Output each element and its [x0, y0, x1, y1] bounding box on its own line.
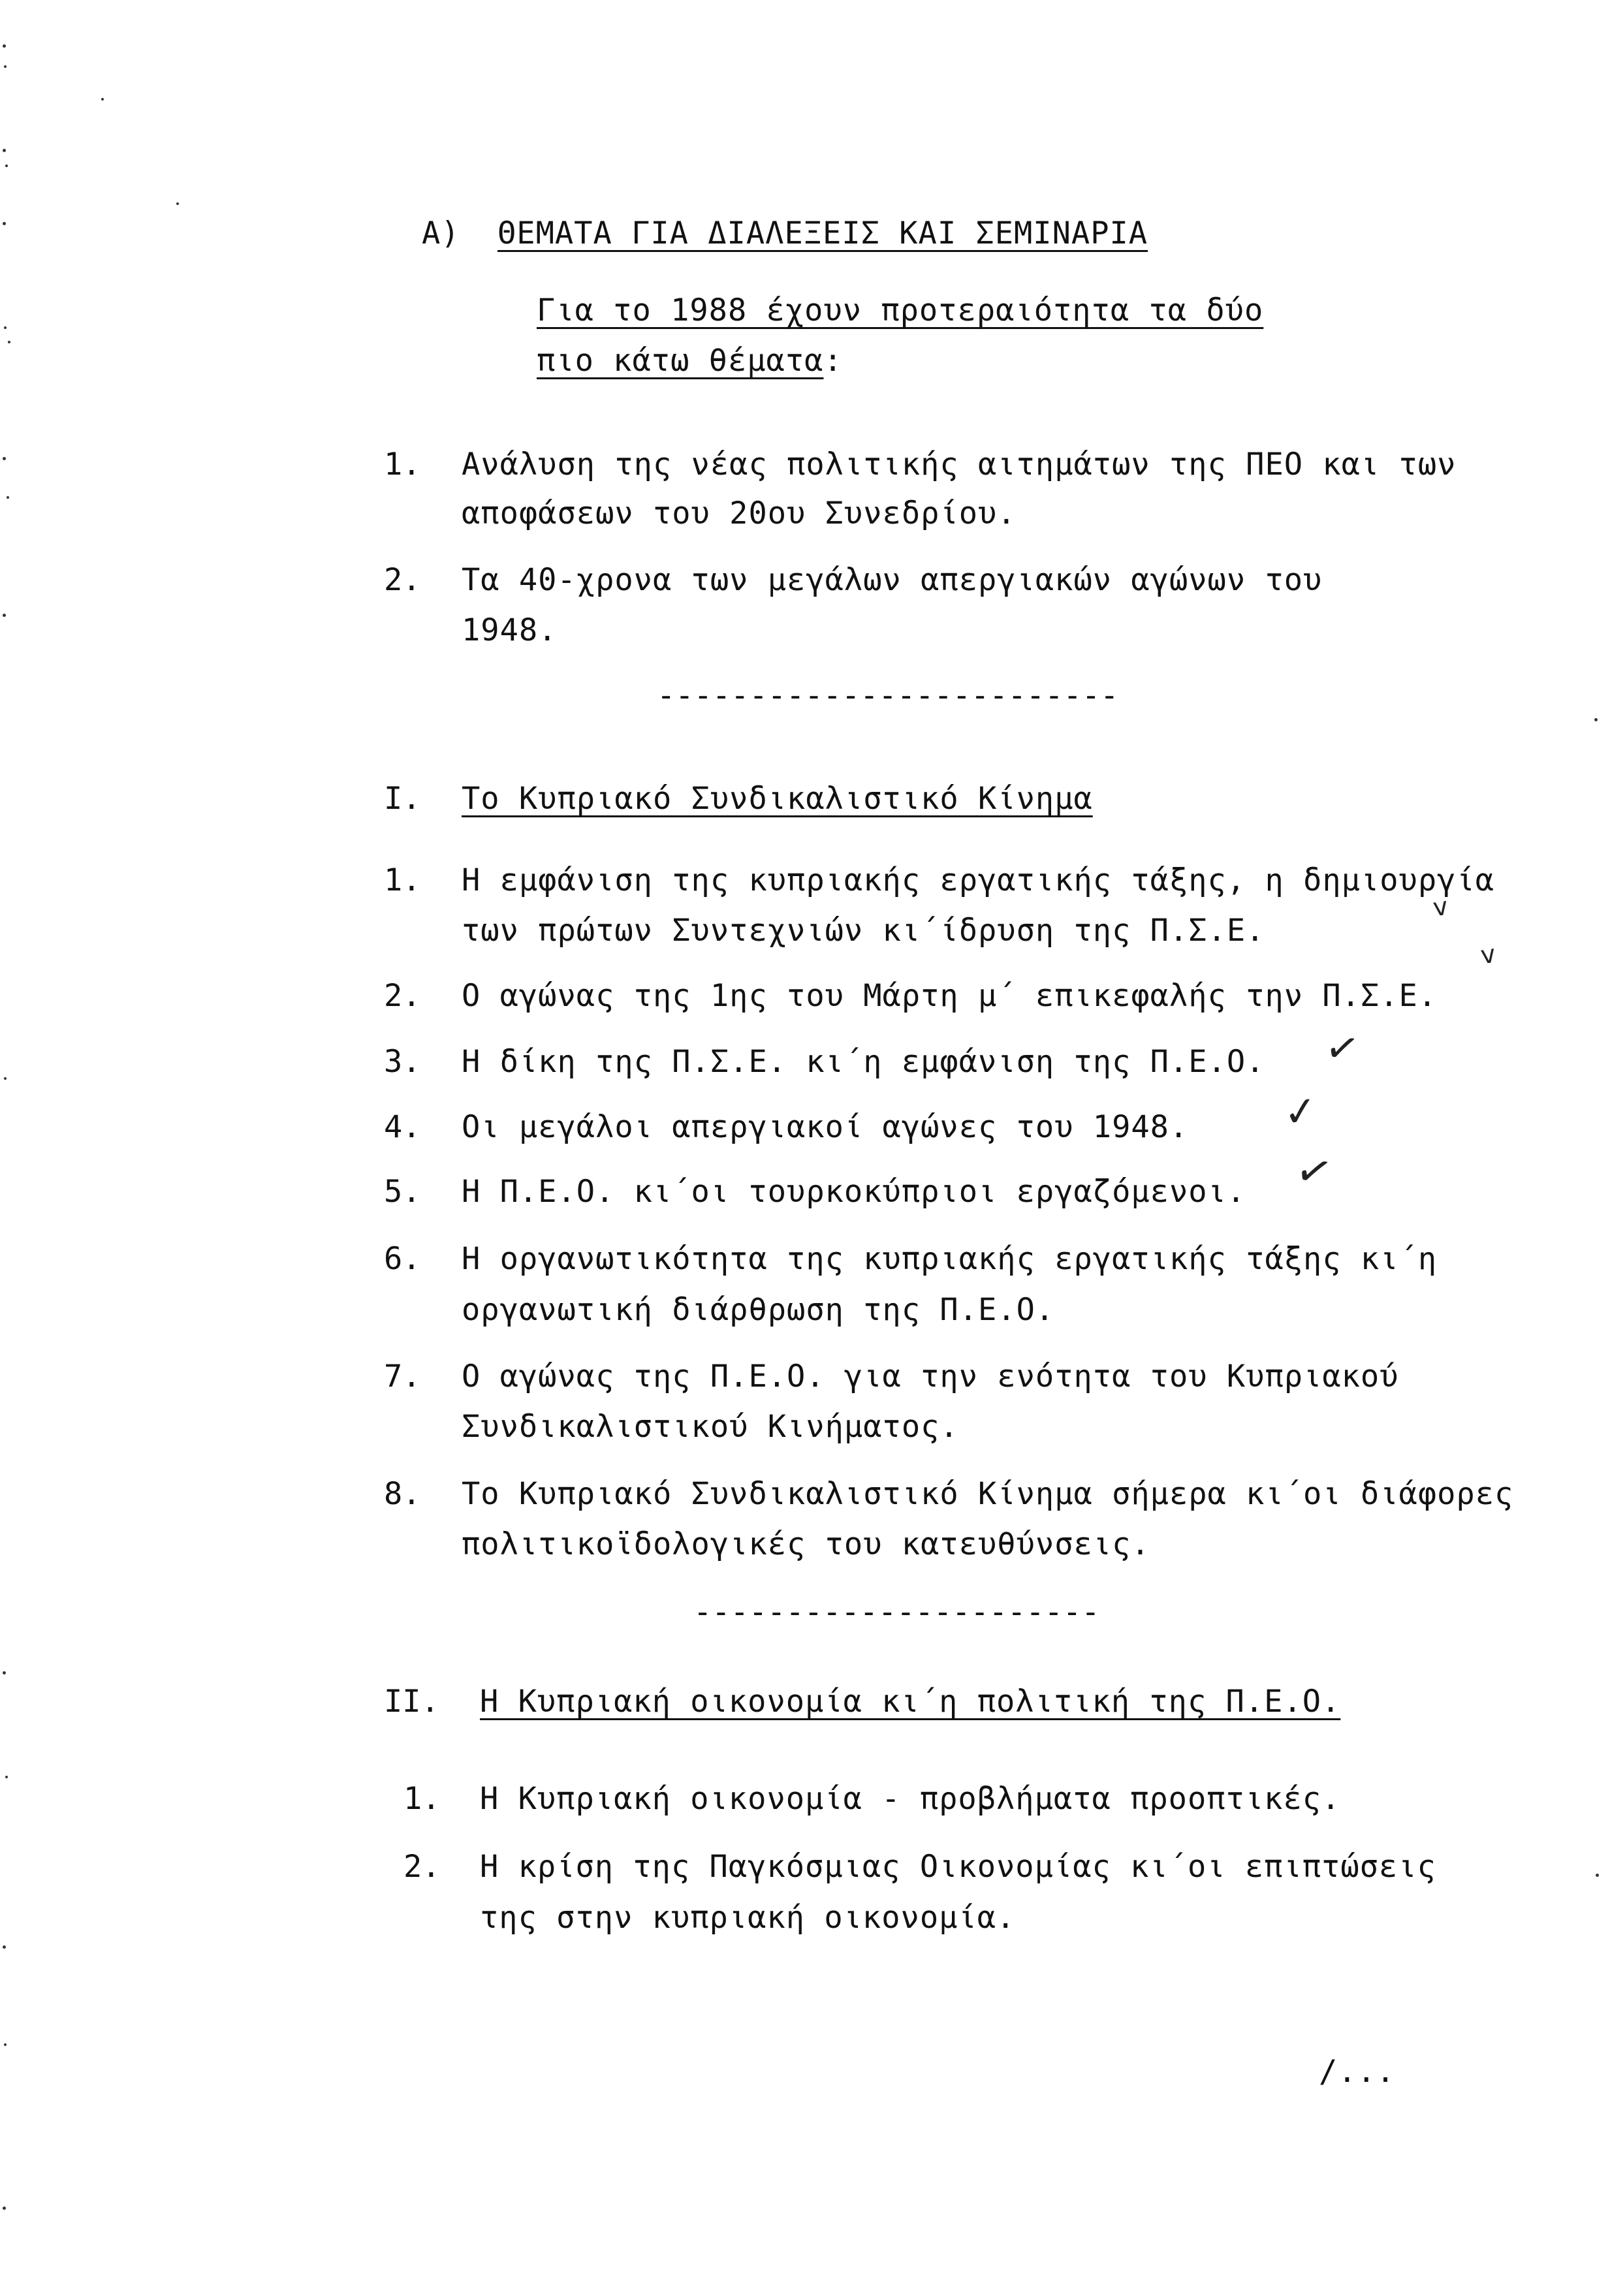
- scan-speck: [4, 326, 7, 329]
- priority-item-1-line-2: αποφάσεων του 20ου Συνεδρίου.: [462, 495, 1017, 531]
- section-1-item-2-num: 2.: [384, 978, 421, 1014]
- separator-2: ----------------------: [693, 1594, 1100, 1630]
- section-2-item-2-line-2: της στην κυπριακή οικονομία.: [480, 1900, 1016, 1936]
- section-1-item-7-line-2: Συνδικαλιστικού Κινήματος.: [462, 1409, 959, 1445]
- scan-speck: [3, 222, 6, 225]
- handwritten-check-item-5: ✓: [1290, 1142, 1338, 1201]
- section-2-item-1-num: 1.: [403, 1781, 441, 1817]
- handwritten-tick-item-1: v: [1431, 891, 1450, 922]
- section-1-title: Το Κυπριακό Συνδικαλιστικό Κίνημα: [462, 781, 1093, 817]
- scan-speck: [8, 341, 10, 343]
- section-1-item-4-line-1: Οι μεγάλοι απεργιακοί αγώνες του 1948.: [462, 1109, 1189, 1145]
- priority-item-2-num: 2.: [384, 562, 421, 598]
- scan-speck: [3, 2207, 6, 2210]
- section-1-item-8-line-1: Το Κυπριακό Συνδικαλιστικό Κίνημα σήμερα κι΄οι διάφορες: [462, 1476, 1514, 1512]
- section-1-item-7-num: 7.: [384, 1359, 421, 1394]
- section-2-item-1-line-1: Η Κυπριακή οικονομία - προβλήματα προοπτικές.: [480, 1781, 1341, 1817]
- section-1-item-2-line-1: Ο αγώνας της 1ης του Μάρτη μ΄ επικεφαλής την Π.Σ.Ε.: [462, 978, 1438, 1014]
- scan-speck: [4, 1077, 7, 1080]
- scan-speck: [7, 496, 9, 499]
- section-1-item-4-num: 4.: [384, 1109, 421, 1145]
- heading-title: ΘΕΜΑΤΑ ΓΙΑ ΔΙΑΛΕΞΕΙΣ ΚΑΙ ΣΕΜΙΝΑΡΙΑ: [497, 215, 1148, 251]
- scan-speck: [3, 1671, 6, 1675]
- priority-line-2-text: πιο κάτω θέματα: [537, 343, 824, 379]
- section-1-item-3-line-1: Η δίκη της Π.Σ.Ε. κι΄η εμφάνιση της Π.Ε.Ο.: [462, 1044, 1265, 1080]
- separator-1: -------------------------: [657, 678, 1119, 714]
- section-1-item-6-line-1: Η οργανωτικότητα της κυπριακής εργατικής τάξης κι΄η: [462, 1241, 1438, 1277]
- scan-speck: [1596, 1874, 1599, 1877]
- section-1-item-7-line-1: Ο αγώνας της Π.Ε.Ο. για την ενότητα του Κυπριακού: [462, 1359, 1399, 1394]
- priority-line-1: Για το 1988 έχουν προτεραιότητα τα δύο: [537, 292, 1264, 328]
- handwritten-tick-item-2: v: [1479, 939, 1498, 970]
- priority-item-1-line-1: Ανάλυση της νέας πολιτικής αιτημάτων της ΠΕΟ και των: [462, 447, 1457, 482]
- section-1-num: I.: [384, 781, 421, 817]
- scan-speck: [3, 614, 6, 617]
- priority-line-2: [537, 343, 843, 379]
- priority-item-1-num: 1.: [384, 447, 421, 482]
- section-1-item-8-line-2: πολιτικοϊδολογικές του κατευθύνσεις.: [462, 1526, 1150, 1562]
- scan-speck: [3, 149, 6, 152]
- heading-marker: A): [422, 215, 460, 251]
- section-1-item-5-line-1: Η Π.Ε.Ο. κι΄οι τουρκοκύπριοι εργαζόμενοι.: [462, 1174, 1246, 1210]
- scan-speck: [101, 98, 104, 101]
- section-2-item-2-line-1: Η κρίση της Παγκόσμιας Οικονομίας κι΄οι επιπτώσεις: [480, 1849, 1436, 1885]
- scan-speck: [4, 65, 7, 68]
- scan-speck: [4, 2043, 7, 2046]
- scan-speck: [1594, 718, 1598, 721]
- section-2-item-2-num: 2.: [403, 1849, 441, 1885]
- scan-speck: [3, 457, 6, 460]
- scan-speck: [3, 1945, 6, 1949]
- handwritten-check-item-3: ✓: [1321, 1022, 1363, 1075]
- section-1-item-6-num: 6.: [384, 1241, 421, 1277]
- section-2-num: II.: [384, 1684, 439, 1720]
- section-1-item-1-line-2: των πρώτων Συντεχνιών κι΄ίδρυση της Π.Σ.Ε.: [462, 913, 1265, 949]
- scan-speck: [5, 165, 8, 167]
- section-1-item-6-line-2: οργανωτική διάρθρωση της Π.Ε.Ο.: [462, 1292, 1055, 1328]
- section-1-item-3-num: 3.: [384, 1044, 421, 1080]
- priority-line-2-colon: :: [823, 343, 843, 379]
- section-1-item-1-num: 1.: [384, 862, 421, 898]
- priority-item-2-line-1: Τα 40-χρονα των μεγάλων απεργιακών αγώνων του: [462, 562, 1323, 598]
- handwritten-check-item-4: ✓: [1281, 1086, 1320, 1137]
- scan-speck: [3, 44, 6, 48]
- scan-speck: [176, 202, 179, 205]
- section-1-item-5-num: 5.: [384, 1174, 421, 1210]
- priority-item-2-line-2: 1948.: [462, 612, 558, 648]
- section-2-title: Η Κυπριακή οικονομία κι΄η πολιτική της Π.Ε.Ο.: [480, 1684, 1341, 1720]
- section-1-item-8-num: 8.: [384, 1476, 421, 1512]
- scan-speck: [5, 1776, 8, 1778]
- continuation-mark: /...: [1319, 2054, 1396, 2090]
- section-1-item-1-line-1: Η εμφάνιση της κυπριακής εργατικής τάξης, η δημιουργία: [462, 862, 1495, 898]
